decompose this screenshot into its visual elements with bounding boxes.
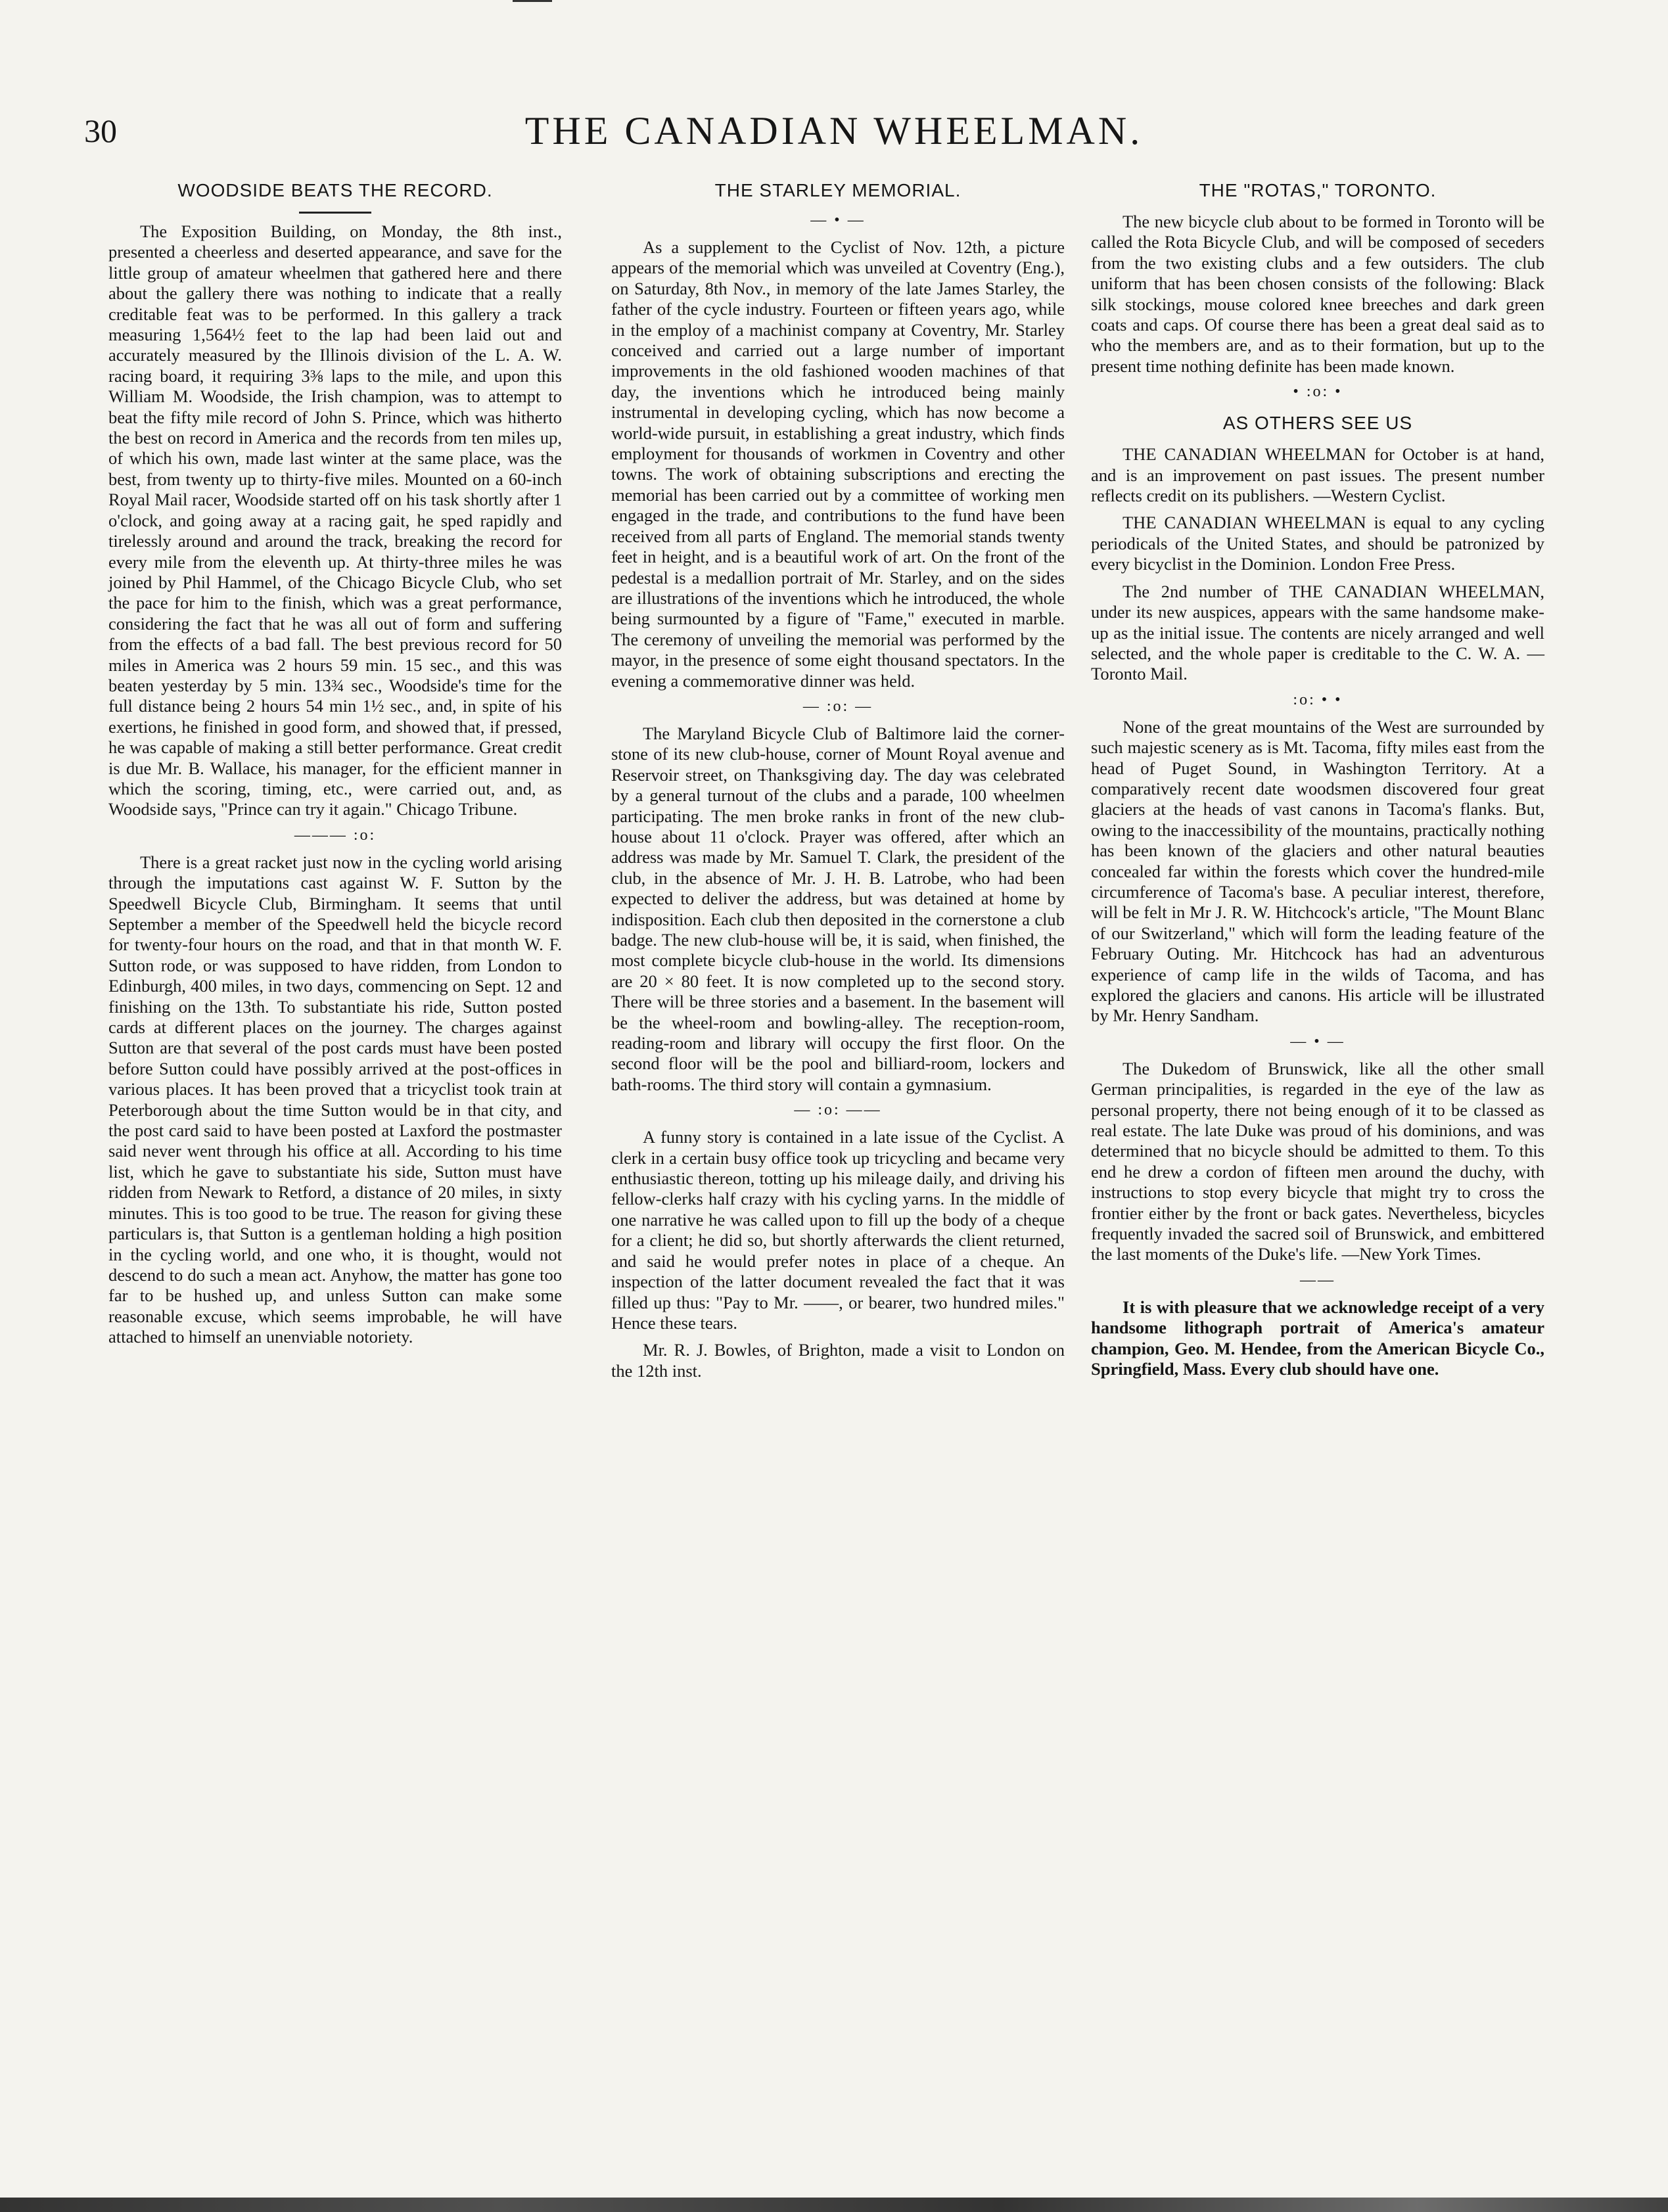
article-paragraph: THE CANADIAN WHEELMAN is equal to any cycling periodicals of the United States, and should be patronized by every bicyclist in the Dominion. London Free Press. bbox=[1091, 513, 1544, 574]
column-right bbox=[1091, 177, 1544, 1387]
article-paragraph: Mr. R. J. Bowles, of Brighton, made a visit to London on the 12th inst. bbox=[611, 1340, 1065, 1381]
article-paragraph: The 2nd number of THE CANADIAN WHEELMAN, under its new auspices, appears with the same handsome make-up as the initial issue. The contents are nicely arranged and well selected, and the whole paper is creditable to the C. W. A. —Toronto Mail. bbox=[1091, 581, 1544, 684]
article-paragraph: The Maryland Bicycle Club of Baltimore laid the corner-stone of its new club-house, corner of Mount Royal avenue and Reservoir street, on Thanksgiving day. The day was celebrated by a general turnout of the clubs and a parade, 100 wheelmen participating. The men broke ranks in front of the new club-house about 11 o'clock. Prayer was offered, after which an address was made by Mr. Samuel T. Clark, the president of the club, in the absence of Mr. J. H. B. Latrobe, who had been expected to deliver the address, but was detained at home by indisposition. Each club then deposited in the cornerstone a club badge. The new club-house will be, it is said, when finished, the most complete bicycle club-house in the world. Its dimensions are 20 × 80 feet. It is now completed up to the second story. There will be three stories and a basement. In the basement will be the wheel-room and bowling-alley. The reception-room, reading-room and library will occupy the first floor. On the second floor will be the pool and billiard-room, lockers and bath-rooms. The third story will contain a gymnasium. bbox=[611, 723, 1065, 1094]
notice-paragraph: It is with pleasure that we acknowledge receipt of a very handsome lithograph portrait of America's amateur champion, Geo. M. Hendee, from the American Bicycle Co., Springfield, Mass. Every club should have one. bbox=[1091, 1297, 1544, 1379]
article-heading: WOODSIDE BEATS THE RECORD. bbox=[177, 180, 493, 200]
article-paragraph: The Dukedom of Brunswick, like all the other small German principalities, is regarded in the eye of the law as personal property, there not being enough of it to be classed as real estate. The late Duke was proud of his dominions, and was determined that no bicycle should be admitted to them. To this end he drew a cordon of fifteen men around the duchy, with instructions to stop every bicycle that might try to cross the frontier either by the front or back gates. Nevertheless, bicycles frequently invaded the sacred soil of Brunswick, and embittered the last moments of the Duke's life. —New York Times. bbox=[1091, 1058, 1544, 1264]
section-separator: :o: • • bbox=[1293, 691, 1343, 708]
section-separator: — • — bbox=[810, 212, 866, 229]
masthead-title: THE CANADIAN WHEELMAN. bbox=[524, 109, 1144, 152]
article-heading: THE "ROTAS," TORONTO. bbox=[1199, 180, 1437, 200]
article-paragraph: There is a great racket just now in the cycling world arising through the imputations cast against W. F. Sutton by the Speedwell Bicycle Club, Birmingham. It seems that until September a member of the Speedwell held the bicycle record for twenty-four hours on the road, and that in that month W. F. Sutton rode, or was supposed to have ridden, from London to Edinburgh, 400 miles, in two days, commencing on Sept. 12 and finishing on the 13th. To substantiate his ride, Sutton posted cards at different places on the journey. The charges against Sutton are that several of the post cards must have been posted before Sutton could have possibly arrived at the post-offices in various places. It has been proved that a tricyclist took train at Peterborough about the time Sutton would be in that city, and the post card said to have been posted at Laxford the postmaster said never went through his office at all. According to his time list, which he gave to substantiate his side, Sutton must have ridden from Newark to Retford, a distance of 20 miles, in sixty minutes. This is too good to be true. The reason for giving these particulars is, that Sutton is a gentleman holding a high position in the cycling world, and one who, it is thought, would not descend to do such a mean act. Anyhow, the matter has gone too far to be hushed up, and unless Sutton can make some reasonable excuse, which seems improbable, he will have attached to himself an unenviable notoriety. bbox=[108, 852, 562, 1347]
section-separator: — • — bbox=[1290, 1032, 1345, 1050]
section-separator: —— bbox=[1300, 1271, 1335, 1289]
article-heading: AS OTHERS SEE US bbox=[1222, 413, 1413, 434]
section-separator: • :o: • bbox=[1293, 383, 1343, 401]
article-paragraph: As a supplement to the Cyclist of Nov. 12th, a picture appears of the memorial which was unveiled at Coventry (Eng.), on Saturday, 8th Nov., in memory of the late James Starley, the father of the cycle industry. Fourteen or fifteen years ago, while in the employ of a machinist company at Coventry, Mr. Starley conceived and carried out a large number of important improvements in the old fashioned wooden machines of that day, the inventions which he introduced being mainly instrumental in developing cycling, which has now become a world-wide pursuit, in establishing a great industry, which finds employment for thousands of workmen in Coventry and other towns. The work of obtaining subscriptions and erecting the memorial has been carried out by a committee of working men engaged in the trade, and contributions to the fund have been received from all parts of England. The memorial stands twenty feet in height, and is a beautiful work of art. On the front of the pedestal is a medallion portrait of Mr. Starley, and on the sides are illustrations of the inventions which he introduced, the whole being surmounted by a figure of "Fame," executed in marble. The ceremony of unveiling the memorial was performed by the mayor, in the presence of some eight thousand spectators. In the evening a commemorative dinner was held. bbox=[611, 237, 1065, 691]
section-separator: — :o: —— bbox=[794, 1101, 882, 1119]
page-number: 30 bbox=[84, 112, 117, 149]
heading-rule bbox=[299, 212, 371, 214]
article-paragraph: THE CANADIAN WHEELMAN for October is at hand, and is an improvement on past issues. The present number reflects credit on its publishers. —Western Cyclist. bbox=[1091, 444, 1544, 506]
column-left bbox=[108, 177, 562, 1354]
article-paragraph: The Exposition Building, on Monday, the 8th inst., presented a cheerless and deserted appearance, and save for the little group of amateur wheelmen that gathered here and there about the gallery there was nothing to indicate that a really creditable feat was to be performed. In this gallery a track measuring 1,564½ feet to the lap had been laid out and accurately measured by the Illinois division of the L. A. W. racing board, it requiring 3⅜ laps to the mile, and upon this William M. Woodside, the Irish champion, was to attempt to beat the fifty mile record of John S. Prince, which was hitherto the best on record in America and the records from ten miles up, of which his own, made last winter at the same place, was the best, from twenty up to thirty-five miles. Mounted on a 60-inch Royal Mail racer, Woodside started off on his task shortly after 1 o'clock, and going away at a racing gait, he sped rapidly and tirelessly around and around the track, breaking the record for every mile from the eleventh up. At thirty-three miles he was joined by Phil Hammel, of the Chicago Bicycle Club, who set the pace for him to the finish, which was a great performance, considering the fact that he was all out of form and suffering from the effects of a bad fall. The best previous record for 50 miles in America was 2 hours 59 min. 15 sec., and this was beaten yesterday by 5 min. 13¾ sec., Woodside's time for the full distance being 2 hours 54 min 1½ sec., and, in spite of his exertions, he finished in good form, and showed that, if pressed, he was capable of making a still better performance. Great credit is due Mr. B. Wallace, his manager, for the efficient manner in which the scoring, timing, etc., were carried out, and, as Woodside says, "Prince can try it again." Chicago Tribune. bbox=[108, 221, 562, 819]
scan-bottom-edge bbox=[0, 2198, 1668, 2212]
section-separator: — :o: — bbox=[802, 697, 873, 715]
scan-mark bbox=[513, 0, 552, 2]
column-middle bbox=[611, 177, 1065, 1388]
article-paragraph: None of the great mountains of the West are surrounded by such majestic scenery as is Mt. Tacoma, fifty miles east from the head of Puget Sound, in Washington Territory. At a comparatively recent date woodsmen discovered four great glaciers at the heads of vast canons in Tacoma's flanks. But, owing to the inaccessibility of the mountains, practically nothing has been known of the glaciers and other natural beauties concealed far within the forests which cover the hundred-mile circumference of Tacoma's base. A peculiar interest, therefore, will be felt in Mr J. R. W. Hitchcock's article, "The Mount Blanc of our Switzerland," which will form the leading feature of the February Outing. Mr. Hitchcock has had an adventurous experience of camp life in the wilds of Tacoma, and has explored the glaciers and canons. His article will be illustrated by Mr. Henry Sandham. bbox=[1091, 716, 1544, 1026]
article-paragraph: A funny story is contained in a late issue of the Cyclist. A clerk in a certain busy office took up tricycling and became very enthusiastic thereon, totting up his mileage daily, and driving his fellow-clerks half crazy with his cycling yarns. In the middle of one narrative he was called upon to fill up the body of a cheque for a client; he did so, but shortly afterwards the client returned, and said he would prefer notes in place of a cheque. An inspection of the latter document revealed the fact that it was filled up thus: "Pay to Mr. ——, or bearer, two hundred miles." Hence these tears. bbox=[611, 1127, 1065, 1333]
section-separator: ——— :o: bbox=[294, 826, 377, 844]
article-paragraph: The new bicycle club about to be formed in Toronto will be called the Rota Bicycle Club, and will be composed of seceders from the two existing clubs and a few outsiders. The club uniform that has been chosen consists of the following: Black silk stockings, mouse colored knee breeches and dark green coats and caps. Of course there has been a great deal said as to who the members are, and as to their formation, but up to the present time nothing definite has been made known. bbox=[1091, 212, 1544, 376]
article-heading: THE STARLEY MEMORIAL. bbox=[714, 180, 961, 200]
